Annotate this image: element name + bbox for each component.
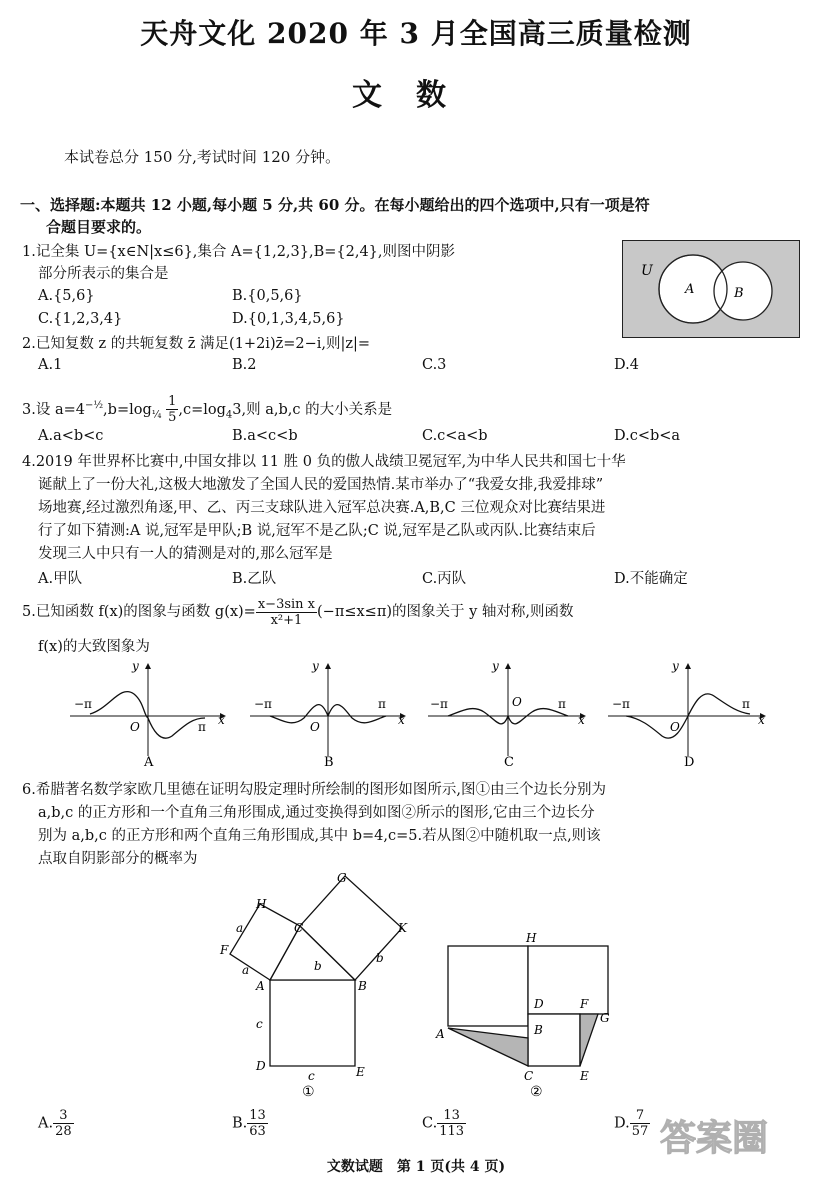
graph-a-y: y <box>132 659 139 673</box>
fig2-square-left <box>448 946 528 1026</box>
graph-d-neg-pi: −π <box>612 697 630 711</box>
fig1-label-f: F <box>220 943 229 957</box>
graph-b-label: B <box>324 755 334 770</box>
venn-label-a: A <box>685 282 695 297</box>
q4-option-d: D.不能确定 <box>614 571 688 587</box>
q6-option-a-num: 3 <box>53 1108 74 1124</box>
fig1-side-c1: c <box>256 1017 263 1031</box>
fig1-caption: ① <box>302 1084 315 1100</box>
fig1-label-d: D <box>256 1059 266 1073</box>
fig2-shaded-right <box>580 1014 598 1066</box>
q6-option-c-label: C. <box>422 1115 438 1132</box>
q3-option-c: C.c<a<b <box>422 428 488 444</box>
q6-option-a <box>38 1108 74 1139</box>
q6-figure-1 <box>210 866 420 1102</box>
graph-a-neg-pi: −π <box>74 697 92 711</box>
fig1-square-c <box>270 980 355 1066</box>
graph-b-x: x <box>398 713 405 727</box>
q5-prefix: 5.已知函数 f(x)的图象与函数 g(x)= <box>22 604 256 620</box>
graph-c-label: C <box>504 755 514 770</box>
q3-option-a: A.a<b<c <box>38 428 104 444</box>
q3-line1 <box>22 389 392 433</box>
graph-b-pi: π <box>378 697 386 711</box>
q6-option-c-num: 13 <box>437 1108 466 1124</box>
q4-line3: 场地赛,经过激烈角逐,甲、乙、丙三支球队进入冠军总决赛.A,B,C 三位观众对比赛结果进 <box>38 500 606 516</box>
fig1-side-c2: c <box>308 1069 315 1083</box>
fig1-side-b2: b <box>376 951 384 965</box>
q6-line2: a,b,c 的正方形和一个直角三角形围成,通过变换得到如图②所示的图形,它由三个边长分 <box>38 805 595 821</box>
fig2-label-f: F <box>580 997 589 1011</box>
fig2-label-a: A <box>436 1027 445 1041</box>
q5-graphs <box>60 656 780 776</box>
q3-option-b: B.a<c<b <box>232 428 298 444</box>
q3-prefix: 3.设 a=4 <box>22 401 85 418</box>
q6-option-d-label: D. <box>614 1115 630 1132</box>
q3-exponent: −½ <box>84 400 104 411</box>
page-title: 天舟文化 2020 年 3 月全国高三质量检测 <box>140 17 692 50</box>
fig1-label-k: K <box>398 921 407 935</box>
exam-intro: 本试卷总分 150 分,考试时间 120 分钟。 <box>64 148 341 166</box>
q6-option-a-den: 28 <box>55 1124 72 1139</box>
q3-mid1: ,b=log <box>103 401 152 418</box>
venn-diagram <box>622 240 800 338</box>
q2-option-b: B.2 <box>232 357 257 373</box>
q3-suffix: 3,则 a,b,c 的大小关系是 <box>232 401 393 418</box>
graph-c-neg-pi: −π <box>430 697 448 711</box>
q4-option-a: A.甲队 <box>38 571 83 587</box>
fig2-square-small <box>528 1014 580 1066</box>
graph-c-x: x <box>578 713 585 727</box>
q6-option-c <box>422 1108 466 1139</box>
q6-option-b-num: 13 <box>249 1108 266 1123</box>
fig1-label-c: C <box>294 921 304 935</box>
q6-option-d-num: 7 <box>630 1108 651 1124</box>
graph-a-pi: π <box>198 720 206 734</box>
venn-svg <box>623 241 799 337</box>
q5-suffix: (−π≤x≤π)的图象关于 y 轴对称,则函数 <box>317 604 574 620</box>
q4-line4: 行了如下猜测:A 说,冠军是甲队;B 说,冠军不是乙队;C 说,冠军是乙队或丙队.比赛结束后 <box>38 523 596 539</box>
q5-line1 <box>22 594 574 630</box>
fig1-side-a2: a <box>242 963 250 977</box>
q6-option-a-fraction <box>53 1108 74 1139</box>
q4-option-c: C.丙队 <box>422 571 467 587</box>
fig2-label-b: B <box>534 1023 543 1037</box>
q6-option-c-fraction <box>437 1108 466 1139</box>
graph-a-origin: O <box>130 720 140 734</box>
graph-d-y: y <box>672 659 679 673</box>
q2-option-c: C.3 <box>422 357 447 373</box>
graph-d-label: D <box>684 755 695 770</box>
q6-figure-2 <box>430 926 620 1102</box>
graph-c <box>428 659 585 770</box>
q6-option-c-den: 113 <box>439 1124 465 1139</box>
page-footer: 文数试题 第 1 页(共 4 页) <box>326 1159 506 1175</box>
fig1-side-b1: b <box>314 959 322 973</box>
q1-line2: 部分所表示的集合是 <box>38 266 169 282</box>
fig2-label-e: E <box>580 1069 589 1083</box>
fig1-label-g: G <box>337 871 347 885</box>
q5-line2: f(x)的大致图象为 <box>38 639 150 655</box>
q1-option-c: C.{1,2,3,4} <box>38 311 123 327</box>
section-heading <box>20 194 810 238</box>
graph-a-x: x <box>218 713 225 727</box>
venn-label-b: B <box>734 286 744 301</box>
graph-d-origin: O <box>670 720 680 734</box>
graph-b-origin: O <box>310 720 320 734</box>
q6-option-d-den: 57 <box>631 1124 649 1139</box>
q5-fraction <box>256 597 317 628</box>
fig1-label-a: A <box>256 979 265 993</box>
graph-d <box>608 659 765 770</box>
fig2-label-h: H <box>526 931 537 945</box>
q3-frac-num: 1 <box>168 394 177 410</box>
q2-option-a: A.1 <box>38 357 63 373</box>
q1-line1: 1.记全集 U={x∈N|x≤6},集合 A={1,2,3},B={2,4},则图中阴影 <box>22 244 456 260</box>
q6-option-b <box>232 1108 268 1139</box>
q4-line2: 诞献上了一份大礼,这极大地激发了全国人民的爱国热情.某市举办了“我爱女排,我爱排球” <box>38 477 604 493</box>
q3-frac-den: 5 <box>168 410 177 426</box>
graph-d-pi: π <box>742 697 750 711</box>
q6-option-b-label: B. <box>232 1115 248 1132</box>
q4-line1: 4.2019 年世界杯比赛中,中国女排以 11 胜 0 负的傲人战绩卫冕冠军,为中华人民共和国七十华 <box>22 454 626 470</box>
q6-option-b-fraction <box>247 1108 268 1139</box>
graph-b-y: y <box>312 659 319 673</box>
q3-log-base1: ¼ <box>151 409 162 421</box>
q3-fraction <box>166 394 178 425</box>
q6-line1: 6.希腊著名数学家欧几里德在证明勾股定理时所绘制的图形如图所示,图①由三个边长分别为 <box>22 782 606 798</box>
q6-line4: 点取自阴影部分的概率为 <box>38 851 198 867</box>
fig2-label-d: D <box>534 997 544 1011</box>
graph-c-y: y <box>492 659 499 673</box>
fig1-side-a1: a <box>236 921 244 935</box>
q2-option-d: D.4 <box>614 357 639 373</box>
q1-option-a: A.{5,6} <box>38 288 95 304</box>
graph-a <box>70 659 225 770</box>
q4-line5: 发现三人中只有一人的猜测是对的,那么冠军是 <box>38 546 333 562</box>
fig1-label-h: H <box>256 897 267 911</box>
graph-c-origin: O <box>512 695 522 709</box>
fig2-shaded-triangle <box>448 1028 528 1066</box>
q3-mid2: ,c=log <box>178 401 226 418</box>
graph-c-pi: π <box>558 697 566 711</box>
q5-frac-num: x−3sin x <box>257 596 316 612</box>
q3-log-base2: 4 <box>225 409 233 421</box>
q5-frac-den: x²+1 <box>270 612 303 628</box>
q1-option-b: B.{0,5,6} <box>232 288 303 304</box>
q1-option-d: D.{0,1,3,4,5,6} <box>232 311 345 327</box>
q3-option-d: D.c<b<a <box>614 428 681 444</box>
section-heading-line2: 合题目要求的。 <box>46 218 152 236</box>
subject-title: 文数 <box>352 78 480 113</box>
graph-d-x: x <box>758 713 765 727</box>
fig2-label-c: C <box>524 1069 534 1083</box>
venn-label-u: U <box>641 263 653 279</box>
section-heading-line1: 一、选择题:本题共 12 小题,每小题 5 分,共 60 分。在每小题给出的四个选项中,只有一项是符 <box>20 196 650 214</box>
q6-line3: 别为 a,b,c 的正方形和两个直角三角形围成,其中 b=4,c=5.若从图②中随机取一点,则该 <box>38 828 601 844</box>
q6-option-b-den: 63 <box>249 1124 266 1139</box>
fig1-label-b: B <box>358 979 367 993</box>
graph-b <box>250 659 405 770</box>
fig1-label-e: E <box>356 1065 365 1079</box>
watermark-text: 答案圈 <box>660 1117 769 1159</box>
graph-a-label: A <box>144 755 154 770</box>
q2-line1: 2.已知复数 z 的共轭复数 z̄ 满足(1+2i)z̄=2−i,则|z|= <box>22 336 371 352</box>
q6-option-a-label: A. <box>38 1115 54 1132</box>
graph-b-neg-pi: −π <box>254 697 272 711</box>
q4-option-b: B.乙队 <box>232 571 277 587</box>
fig2-label-g: G <box>600 1011 610 1025</box>
fig2-caption: ② <box>530 1084 543 1100</box>
